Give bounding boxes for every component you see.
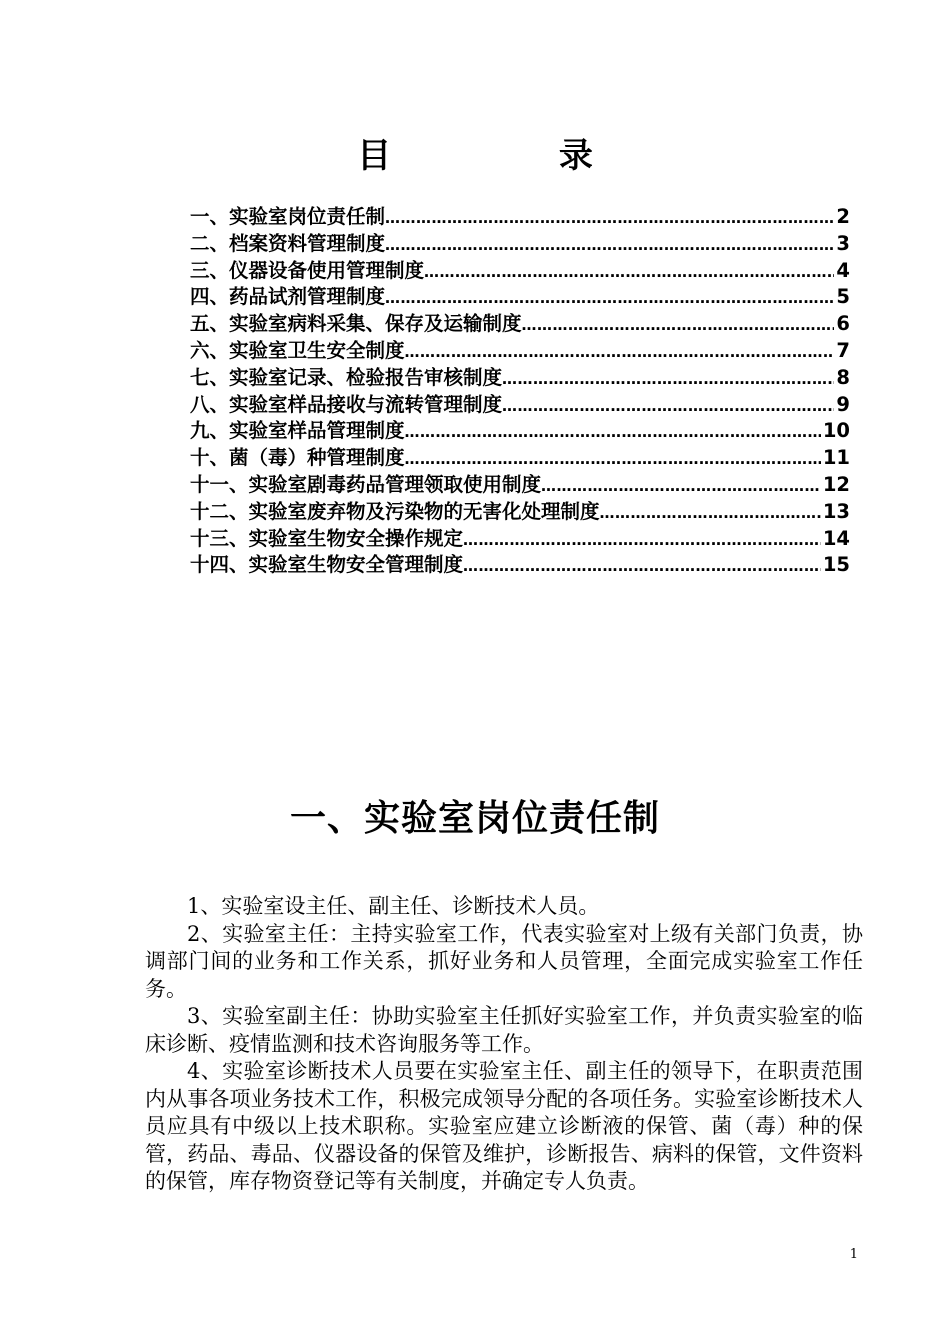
toc-entry[interactable] xyxy=(190,204,850,231)
toc-entry[interactable] xyxy=(190,231,850,258)
toc-leader-dots xyxy=(385,232,834,259)
toc-entry-page: 13 xyxy=(822,499,850,523)
toc-leader-dots xyxy=(405,339,835,366)
toc-entry-label: 十、菌（毒）种管理制度 xyxy=(190,446,405,470)
toc-leader-dots xyxy=(424,259,834,286)
toc-entry-label: 五、实验室病料采集、保存及运输制度 xyxy=(190,312,522,336)
toc-leader-dots xyxy=(502,366,834,393)
toc-entry[interactable] xyxy=(190,392,850,419)
toc-entry[interactable] xyxy=(190,258,850,285)
toc-entry[interactable] xyxy=(190,472,850,499)
section-title: 一、实验室岗位责任制 xyxy=(289,798,660,839)
toc-leader-dots xyxy=(385,205,834,232)
toc-entry-page: 12 xyxy=(822,472,850,496)
toc-entry-page: 11 xyxy=(822,446,850,470)
toc-entry[interactable] xyxy=(190,284,850,311)
toc-entry-page: 6 xyxy=(836,312,850,336)
toc-leader-dots xyxy=(405,419,821,446)
toc-entry-page: 10 xyxy=(822,419,850,443)
toc-entry-label: 三、仪器设备使用管理制度 xyxy=(190,258,425,282)
toc-entry-page: 2 xyxy=(836,205,850,228)
toc-leader-dots xyxy=(502,393,834,420)
toc-leader-dots xyxy=(600,500,821,527)
toc-entry-page: 3 xyxy=(836,231,850,255)
toc-entry-label: 十四、实验室生物安全管理制度 xyxy=(190,553,464,577)
toc-entry[interactable] xyxy=(190,365,850,392)
toc-leader-dots xyxy=(405,446,821,473)
toc-entry-label: 一、实验室岗位责任制 xyxy=(190,205,386,228)
page-number: 1 xyxy=(849,1247,858,1262)
toc-leader-dots xyxy=(541,473,821,500)
toc-entry-page: 4 xyxy=(836,258,850,282)
paragraph: 3、实验室副主任：协助实验室主任抓好实验室工作，并负责实验室的临床诊断、疫情监测和技术咨询服务等工作。 xyxy=(145,1004,863,1056)
toc-title: 目 录 xyxy=(357,136,671,176)
toc-entry-label: 四、药品试剂管理制度 xyxy=(190,285,386,309)
toc-entry[interactable] xyxy=(190,499,850,526)
toc-entry-label: 二、档案资料管理制度 xyxy=(190,231,386,255)
toc-entry-label: 九、实验室样品管理制度 xyxy=(190,419,405,443)
paragraph: 2、实验室主任：主持实验室工作，代表实验室对上级有关部门负责，协调部门间的业务和工作关系，抓好业务和人员管理，全面完成实验室工作任务。 xyxy=(145,921,863,1001)
toc-entry[interactable] xyxy=(190,445,850,472)
toc-entry[interactable] xyxy=(190,526,850,553)
toc-leader-dots xyxy=(463,527,821,554)
toc-entry-page: 5 xyxy=(836,285,850,309)
toc-entry-label: 十一、实验室剧毒药品管理领取使用制度 xyxy=(190,472,542,496)
toc-entry-label: 六、实验室卫生安全制度 xyxy=(190,338,405,362)
toc-entry[interactable] xyxy=(190,552,850,579)
table-of-contents xyxy=(190,204,850,579)
toc-entry-page: 14 xyxy=(822,526,850,550)
paragraph: 1、实验室设主任、副主任、诊断技术人员。 xyxy=(187,894,600,918)
toc-entry-label: 七、实验室记录、检验报告审核制度 xyxy=(190,365,503,389)
toc-entry-page: 7 xyxy=(836,338,850,362)
toc-entry[interactable] xyxy=(190,418,850,445)
toc-entry-page: 8 xyxy=(836,365,850,389)
section-body xyxy=(145,893,863,1196)
toc-entry-page: 9 xyxy=(836,392,850,416)
toc-entry-label: 十三、实验室生物安全操作规定 xyxy=(190,526,464,550)
toc-entry[interactable] xyxy=(190,311,850,338)
toc-leader-dots xyxy=(385,285,834,312)
toc-leader-dots xyxy=(463,553,821,580)
toc-entry[interactable] xyxy=(190,338,850,365)
toc-leader-dots xyxy=(522,312,835,339)
toc-entry-label: 八、实验室样品接收与流转管理制度 xyxy=(190,392,503,416)
toc-entry-page: 15 xyxy=(822,553,850,577)
paragraph: 4、实验室诊断技术人员要在实验室主任、副主任的领导下，在职责范围内从事各项业务技术工作，积极完成领导分配的各项任务。实验室诊断技术人员应具有中级以上技术职称。实验室应建立诊断液的保管、菌（毒）种的保管，药品、毒品、仪器设备的保管及维护，诊断报告、病料的保管，文件资料的保管，库存物资登记等有关制度，并确定专人负责。 xyxy=(145,1059,863,1193)
toc-entry-label: 十二、实验室废弃物及污染物的无害化处理制度 xyxy=(190,499,600,523)
